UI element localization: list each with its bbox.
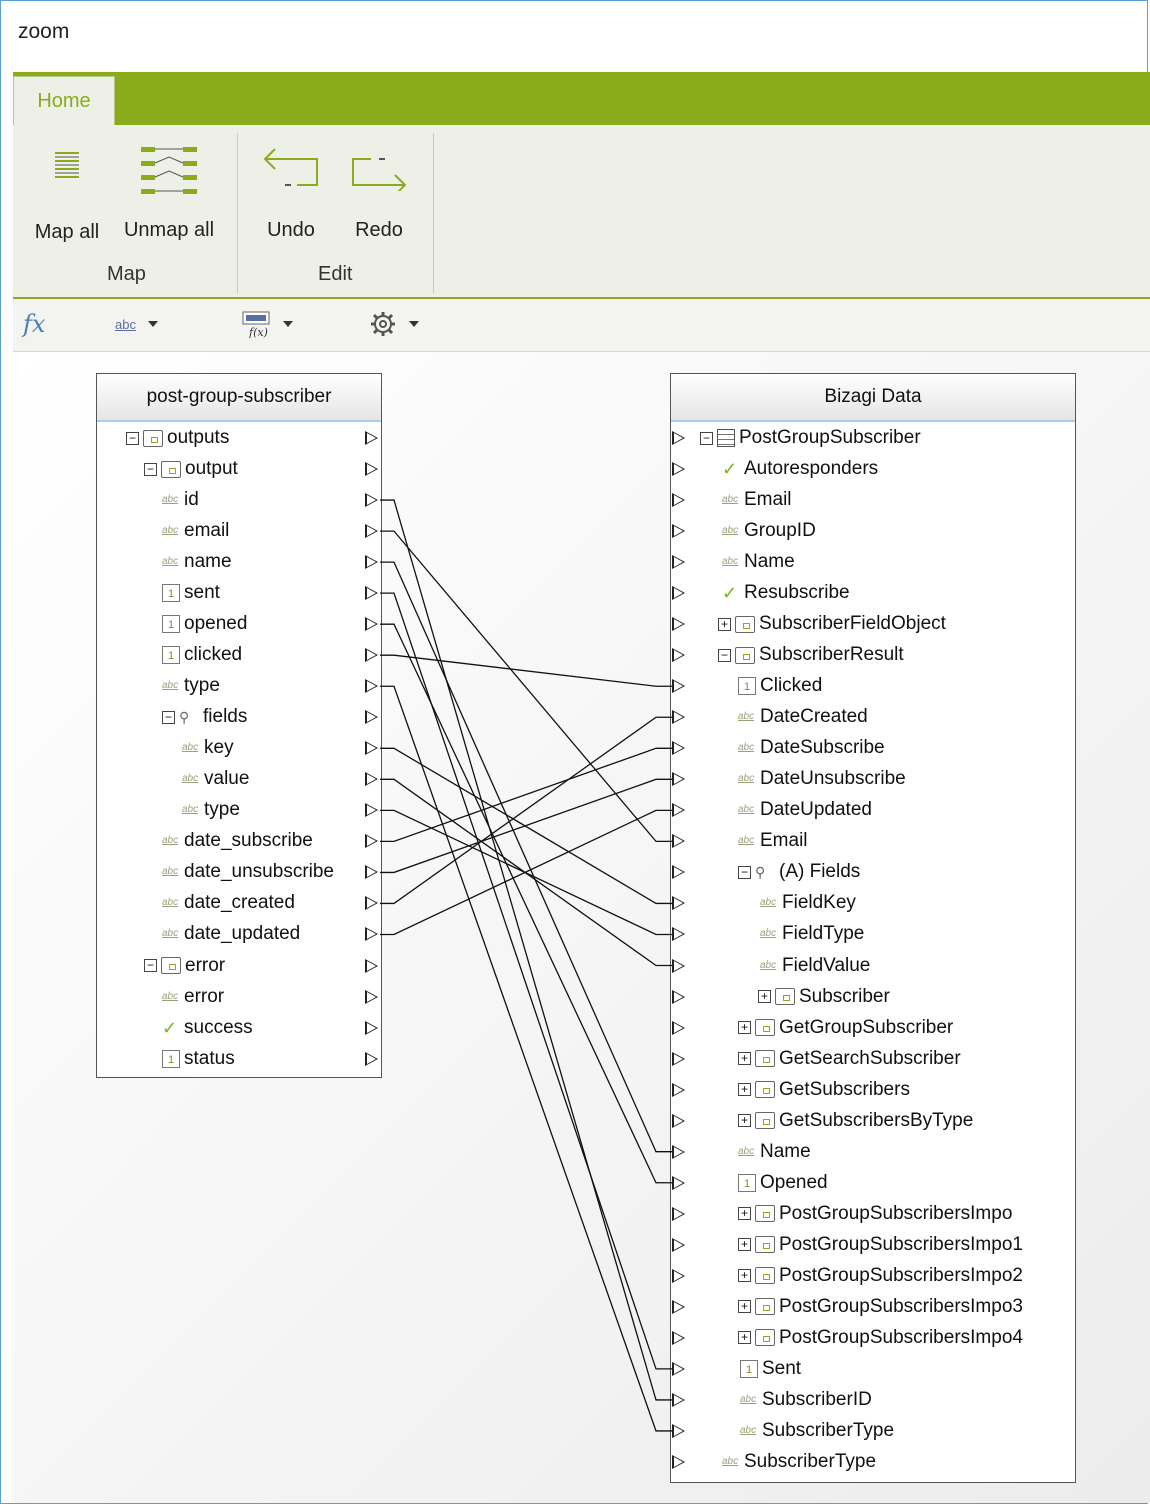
text-type-icon: abc: [740, 1393, 757, 1405]
connector-port-icon[interactable]: [365, 803, 378, 817]
object-type-icon: [755, 1112, 775, 1129]
connector-port-icon[interactable]: [672, 1393, 685, 1407]
text-type-icon: abc: [182, 742, 199, 754]
tab-home[interactable]: Home: [13, 76, 115, 125]
target-node-label: GetSubscribersByType: [779, 1109, 974, 1131]
target-node-label: DateUpdated: [760, 799, 872, 821]
target-node[interactable]: [738, 829, 808, 853]
connector-port-icon[interactable]: [672, 555, 685, 569]
text-type-icon: abc: [738, 835, 755, 847]
text-type-icon: abc: [738, 804, 755, 816]
source-node[interactable]: [162, 1047, 235, 1071]
connector-port-icon[interactable]: [672, 586, 685, 600]
text-type-icon: abc: [162, 990, 179, 1002]
source-node-label: value: [204, 768, 250, 790]
connector-port-icon[interactable]: [672, 1145, 685, 1159]
collapse-icon[interactable]: −: [126, 432, 139, 445]
connector-port-icon[interactable]: [365, 741, 378, 755]
source-node[interactable]: [182, 767, 249, 791]
target-node[interactable]: [722, 581, 850, 605]
text-type-icon: abc: [182, 804, 199, 816]
connector-port-icon[interactable]: [672, 772, 685, 786]
target-node-label: DateUnsubscribe: [760, 768, 906, 790]
connector-port-icon[interactable]: [672, 462, 685, 476]
mapping-line[interactable]: [380, 810, 672, 934]
source-node[interactable]: [162, 985, 224, 1009]
source-node[interactable]: [162, 550, 232, 574]
collapse-icon[interactable]: −: [718, 649, 731, 662]
object-type-icon: [755, 1267, 775, 1284]
connector-port-icon[interactable]: [672, 959, 685, 973]
mapping-line[interactable]: [380, 717, 672, 903]
connector-port-icon[interactable]: [672, 1238, 685, 1252]
connector-port-icon[interactable]: [365, 524, 378, 538]
source-node[interactable]: [182, 798, 240, 822]
target-node[interactable]: [738, 1171, 828, 1195]
connector-port-icon[interactable]: [365, 990, 378, 1004]
target-node-label: PostGroupSubscriber: [739, 427, 921, 448]
connector-port-icon[interactable]: [672, 1331, 685, 1345]
connector-port-icon[interactable]: [672, 1021, 685, 1035]
window-title: zoom: [18, 20, 70, 43]
connector-port-icon[interactable]: [365, 710, 378, 724]
text-type-icon: abc: [162, 835, 179, 847]
target-node-label: Email: [760, 830, 808, 852]
number-type-icon: 1: [162, 615, 180, 633]
text-type-icon: abc: [738, 742, 755, 754]
source-node-label: clicked: [184, 644, 243, 666]
group-edit-label: Edit: [318, 263, 353, 285]
source-node-label: date_unsubscribe: [184, 861, 334, 883]
source-node[interactable]: [162, 860, 334, 884]
connector-port-icon[interactable]: [365, 834, 378, 848]
text-type-icon: abc: [162, 866, 179, 878]
connector-port-icon[interactable]: [365, 927, 378, 941]
target-node[interactable]: [760, 891, 856, 915]
source-node-label: email: [184, 520, 230, 542]
connector-port-icon[interactable]: [365, 462, 378, 476]
source-schema-title: post-group-subscriber: [97, 374, 381, 422]
expand-icon[interactable]: +: [718, 618, 731, 631]
source-node-label: error: [185, 954, 226, 976]
text-type-icon: abc: [738, 773, 755, 785]
abc-icon: abc: [115, 316, 136, 332]
collapse-icon[interactable]: −: [162, 711, 175, 724]
boolean-type-icon: ✓: [722, 459, 738, 480]
target-node[interactable]: [738, 1078, 910, 1102]
target-node[interactable]: [738, 1264, 1023, 1288]
target-node-label: FieldType: [782, 923, 865, 945]
connector-port-icon[interactable]: [365, 555, 378, 569]
source-node-label: error: [184, 985, 225, 1007]
target-node[interactable]: [738, 1326, 1023, 1350]
object-type-icon: [735, 647, 755, 664]
target-node-label: FieldKey: [782, 892, 856, 914]
target-node[interactable]: [738, 1202, 1012, 1226]
target-node[interactable]: [738, 860, 860, 884]
text-type-icon: abc: [722, 494, 739, 506]
target-node-label: SubscriberResult: [759, 644, 904, 666]
object-type-icon: [143, 430, 163, 447]
target-node-label: FieldValue: [782, 954, 871, 976]
text-type-icon: abc: [722, 525, 739, 537]
object-type-icon: [735, 616, 755, 633]
target-node-label: DateCreated: [760, 706, 868, 728]
unmap-all-label: Unmap all: [123, 219, 215, 241]
source-node-label: type: [184, 675, 220, 697]
number-type-icon: 1: [162, 646, 180, 664]
target-node[interactable]: [738, 1016, 953, 1040]
mapping-line[interactable]: [380, 686, 672, 1431]
mapping-line[interactable]: [380, 748, 672, 841]
object-type-icon: [755, 1329, 775, 1346]
target-node[interactable]: [760, 954, 870, 978]
connector-port-icon[interactable]: [672, 1362, 685, 1376]
source-node[interactable]: [144, 457, 238, 481]
fx-icon: fx: [23, 310, 46, 338]
target-node-label: Email: [744, 489, 792, 511]
text-type-icon: abc: [740, 1424, 757, 1436]
target-node[interactable]: [740, 1357, 801, 1381]
connector-port-icon[interactable]: [672, 1114, 685, 1128]
source-node-label: id: [184, 489, 199, 511]
object-type-icon: [755, 1236, 775, 1253]
source-node[interactable]: [162, 1016, 253, 1040]
text-type-icon: abc: [722, 1455, 739, 1467]
number-type-icon: 1: [162, 1050, 180, 1068]
source-node[interactable]: [162, 705, 247, 729]
collapse-icon[interactable]: −: [738, 866, 751, 879]
text-type-icon: abc: [162, 494, 179, 506]
boolean-type-icon: ✓: [162, 1017, 178, 1038]
target-node[interactable]: [722, 457, 878, 481]
target-node-label: PostGroupSubscribersImpo1: [779, 1233, 1023, 1255]
target-node[interactable]: [722, 550, 795, 574]
source-node[interactable]: [162, 581, 220, 605]
expand-icon[interactable]: +: [738, 1114, 751, 1127]
connector-port-icon[interactable]: [672, 741, 685, 755]
mapping-line[interactable]: [380, 593, 672, 1369]
connector-port-icon[interactable]: [365, 648, 378, 662]
connector-port-icon[interactable]: [672, 710, 685, 724]
source-node[interactable]: [126, 426, 229, 450]
connector-port-icon[interactable]: [672, 1176, 685, 1190]
source-node[interactable]: [162, 488, 199, 512]
target-node-label: PostGroupSubscribersImpo3: [779, 1295, 1023, 1317]
object-type-icon: [755, 1050, 775, 1067]
target-node-label: Clicked: [760, 675, 823, 697]
svg-text:f(x): f(x): [249, 326, 268, 338]
connector-port-icon[interactable]: [672, 834, 685, 848]
source-node-label: success: [184, 1016, 253, 1038]
connector-port-icon[interactable]: [365, 431, 378, 445]
text-type-icon: abc: [162, 897, 179, 909]
source-node[interactable]: [162, 643, 242, 667]
target-node-label: SubscriberType: [762, 1419, 895, 1441]
target-node-label: PostGroupSubscribersImpo2: [779, 1264, 1023, 1286]
target-node-label: DateSubscribe: [760, 737, 885, 759]
target-node[interactable]: [740, 1419, 894, 1443]
target-node-label: Sent: [762, 1357, 802, 1379]
connector-port-icon[interactable]: [365, 493, 378, 507]
mapping-line[interactable]: [380, 500, 672, 1400]
redo-label: Redo: [355, 219, 403, 241]
text-type-icon: abc: [162, 556, 179, 568]
connector-port-icon[interactable]: [365, 896, 378, 910]
target-node[interactable]: [738, 674, 822, 698]
source-node[interactable]: [162, 829, 313, 853]
text-type-icon: abc: [722, 556, 739, 568]
connector-port-icon[interactable]: [672, 679, 685, 693]
object-type-icon: [755, 1298, 775, 1315]
target-node-label: PostGroupSubscribersImpo4: [779, 1326, 1023, 1348]
connector-port-icon[interactable]: [672, 524, 685, 538]
source-node-label: name: [184, 551, 232, 573]
text-type-icon: abc: [760, 928, 777, 940]
connector-port-icon[interactable]: [672, 803, 685, 817]
boolean-type-icon: ✓: [722, 583, 738, 604]
connector-port-icon[interactable]: [365, 959, 378, 973]
entity-table-icon: [717, 429, 735, 447]
group-map-label: Map: [107, 263, 146, 285]
connector-port-icon[interactable]: [672, 896, 685, 910]
text-type-icon: abc: [760, 959, 777, 971]
text-type-icon: abc: [738, 711, 755, 723]
target-node[interactable]: [722, 519, 816, 543]
target-node-label: SubscriberFieldObject: [759, 613, 946, 635]
number-type-icon: 1: [162, 584, 180, 602]
expand-icon[interactable]: +: [738, 1269, 751, 1282]
source-node-label: output: [185, 458, 238, 480]
expand-icon[interactable]: +: [738, 1300, 751, 1313]
connector-port-icon[interactable]: [672, 1455, 685, 1469]
text-type-icon: abc: [162, 928, 179, 940]
target-node-label: PostGroupSubscribersImpo: [779, 1202, 1013, 1224]
text-type-icon: abc: [182, 773, 199, 785]
object-type-icon: [755, 1081, 775, 1098]
target-node-label: SubscriberType: [744, 1450, 877, 1472]
connector-port-icon[interactable]: [672, 617, 685, 631]
number-type-icon: 1: [738, 1174, 756, 1192]
connector-port-icon[interactable]: [672, 1083, 685, 1097]
target-node[interactable]: [738, 1295, 1023, 1319]
text-type-icon: abc: [738, 1145, 755, 1157]
target-node[interactable]: [738, 1047, 961, 1071]
connector-port-icon[interactable]: [365, 1021, 378, 1035]
expand-icon[interactable]: +: [758, 990, 771, 1003]
source-node[interactable]: [162, 674, 220, 698]
target-node-label: Resubscribe: [744, 582, 850, 604]
text-type-icon: abc: [760, 897, 777, 909]
connector-port-icon[interactable]: [365, 586, 378, 600]
source-node-label: date_updated: [184, 923, 301, 945]
number-type-icon: 1: [740, 1360, 758, 1378]
source-node-label: outputs: [167, 427, 230, 448]
target-node-label: Subscriber: [799, 985, 890, 1007]
source-node-label: fields: [203, 706, 248, 728]
connector-port-icon[interactable]: [365, 865, 378, 879]
connector-port-icon[interactable]: [672, 493, 685, 507]
connector-port-icon[interactable]: [365, 1052, 378, 1066]
text-type-icon: abc: [162, 680, 179, 692]
collapse-icon[interactable]: −: [144, 959, 157, 972]
object-type-icon: [755, 1019, 775, 1036]
expand-icon[interactable]: +: [738, 1331, 751, 1344]
source-node-label: type: [204, 799, 240, 821]
connector-port-icon[interactable]: [672, 1300, 685, 1314]
object-type-icon: [755, 1205, 775, 1222]
target-node[interactable]: [740, 1388, 872, 1412]
source-node-label: sent: [184, 582, 220, 604]
connector-port-icon[interactable]: [672, 865, 685, 879]
target-node[interactable]: [738, 767, 906, 791]
source-node-label: status: [184, 1047, 235, 1069]
connector-port-icon[interactable]: [672, 1269, 685, 1283]
source-node[interactable]: [144, 954, 225, 978]
target-node[interactable]: [700, 426, 921, 450]
collapse-icon[interactable]: −: [700, 432, 713, 445]
target-node[interactable]: [718, 643, 904, 667]
connector-port-icon[interactable]: [365, 772, 378, 786]
target-node-label: (A) Fields: [779, 861, 861, 883]
target-node[interactable]: [738, 705, 868, 729]
target-node[interactable]: [738, 1109, 973, 1133]
target-node[interactable]: [718, 612, 946, 636]
target-node[interactable]: [738, 736, 885, 760]
source-node-label: key: [204, 737, 234, 759]
source-node[interactable]: [162, 612, 247, 636]
connector-port-icon[interactable]: [672, 1052, 685, 1066]
target-node-label: GroupID: [744, 520, 816, 542]
source-node[interactable]: [182, 736, 234, 760]
connector-port-icon[interactable]: [365, 679, 378, 693]
collapse-icon[interactable]: −: [144, 463, 157, 476]
target-node-label: GetSubscribers: [779, 1078, 910, 1100]
expand-icon[interactable]: +: [738, 1083, 751, 1096]
source-node-label: date_created: [184, 892, 295, 914]
expand-icon[interactable]: +: [738, 1207, 751, 1220]
connector-port-icon[interactable]: [672, 1424, 685, 1438]
expand-icon[interactable]: +: [738, 1238, 751, 1251]
source-node[interactable]: [162, 922, 300, 946]
target-schema-title: Bizagi Data: [671, 374, 1075, 422]
text-type-icon: abc: [162, 525, 179, 537]
connector-port-icon[interactable]: [672, 927, 685, 941]
collection-key-icon: ⚲: [179, 709, 190, 726]
source-node[interactable]: [162, 519, 229, 543]
object-type-icon: [161, 461, 181, 478]
expand-icon[interactable]: +: [738, 1052, 751, 1065]
connector-port-icon[interactable]: [672, 1207, 685, 1221]
source-node[interactable]: [162, 891, 295, 915]
target-node-label: GetSearchSubscriber: [779, 1047, 961, 1069]
number-type-icon: 1: [738, 677, 756, 695]
source-node-label: opened: [184, 613, 248, 635]
mapping-line[interactable]: [380, 624, 672, 1183]
target-node[interactable]: [722, 1450, 876, 1474]
connector-port-icon[interactable]: [672, 431, 685, 445]
map-all-label: Map all: [34, 221, 100, 243]
target-node[interactable]: [738, 1140, 811, 1164]
target-node-label: SubscriberID: [762, 1388, 872, 1410]
target-node[interactable]: [758, 985, 890, 1009]
expand-icon[interactable]: +: [738, 1021, 751, 1034]
source-node-label: date_subscribe: [184, 830, 313, 852]
object-type-icon: [161, 957, 181, 974]
target-node-label: Name: [760, 1140, 811, 1162]
target-node-label: Name: [744, 551, 795, 573]
target-node-label: Autoresponders: [744, 458, 879, 480]
target-node-label: GetGroupSubscriber: [779, 1016, 954, 1038]
target-node[interactable]: [738, 798, 872, 822]
object-type-icon: [775, 988, 795, 1005]
connector-port-icon[interactable]: [672, 990, 685, 1004]
collection-key-icon: ⚲: [755, 864, 766, 881]
target-node[interactable]: [760, 922, 864, 946]
connector-port-icon[interactable]: [672, 648, 685, 662]
target-node[interactable]: [722, 488, 792, 512]
target-node[interactable]: [738, 1233, 1023, 1257]
undo-label: Undo: [267, 219, 315, 241]
connector-port-icon[interactable]: [365, 617, 378, 631]
target-node-label: Opened: [760, 1171, 828, 1193]
